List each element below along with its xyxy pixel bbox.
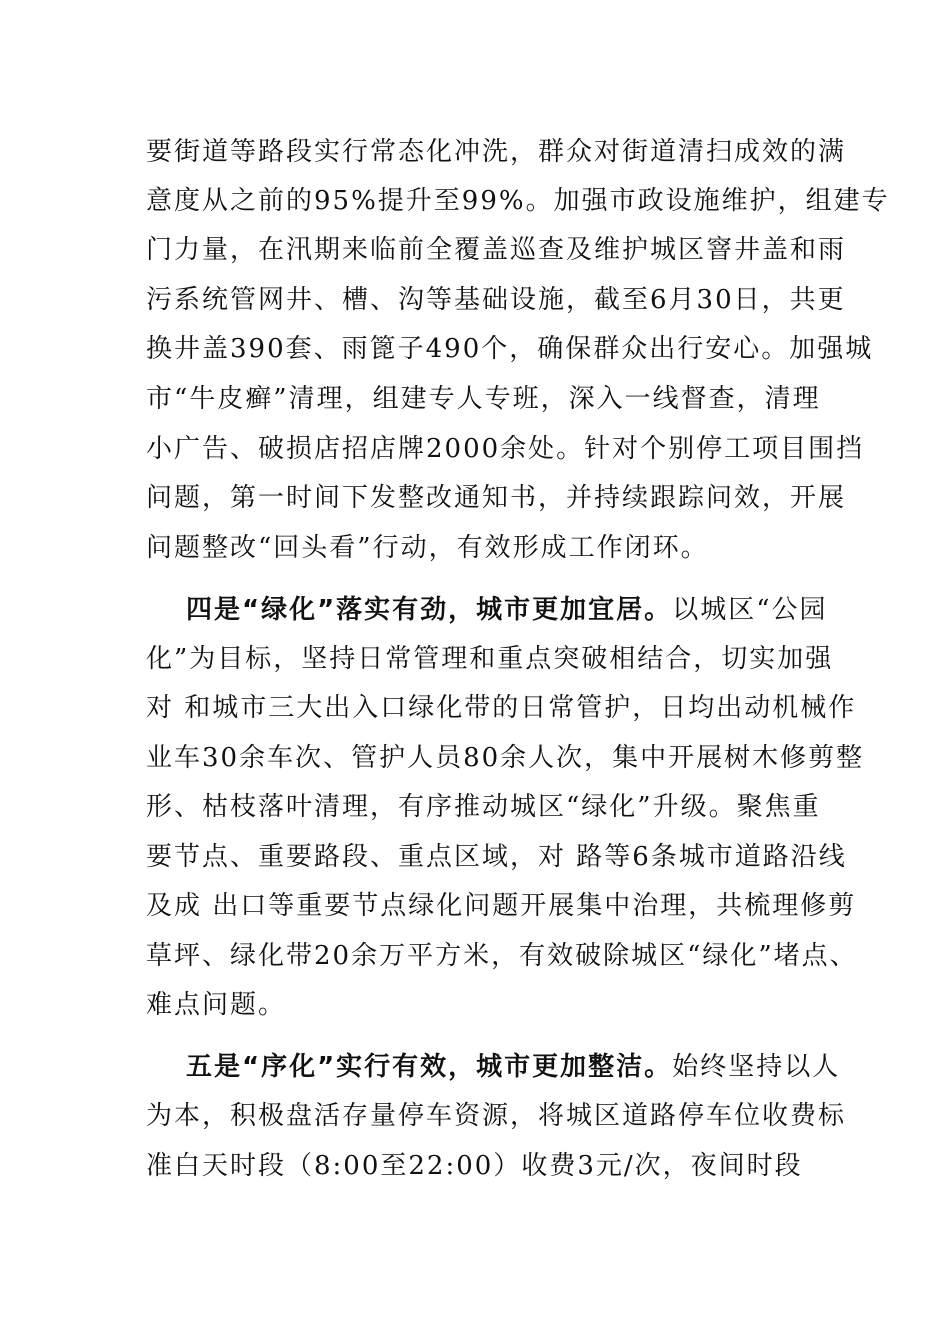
paragraph-line: 业车30余车次、管护人员80余人次，集中开展树木修剪整 bbox=[146, 743, 865, 773]
paragraph-line: 意度从之前的95%提升至99%。加强市政设施维护，组建专 bbox=[146, 186, 890, 216]
paragraph-line: 换井盖390套、雨篦子490个，确保群众出行安心。加强城 bbox=[146, 334, 874, 364]
paragraph-line: 小广告、破损店招店牌2000余处。针对个别停工项目围挡 bbox=[146, 434, 865, 464]
paragraph-line: 形、枯枝落叶清理，有序推动城区“绿化”升级。聚焦重 bbox=[146, 792, 821, 822]
paragraph-line: 对 和城市三大出入口绿化带的日常管护，日均出动机械作 bbox=[146, 693, 857, 723]
paragraph-line: 难点问题。 bbox=[146, 990, 287, 1020]
paragraph-line: 准白天时段（8:00至22:00）收费3元/次，夜间时段 bbox=[146, 1151, 803, 1181]
paragraph-text: 始终坚持以人 bbox=[672, 1052, 841, 1082]
paragraph-first-line bbox=[186, 1052, 840, 1082]
paragraph-line: 问题整改“回头看”行动，有效形成工作闭环。 bbox=[146, 533, 709, 563]
paragraph-line: 化”为目标，坚持日常管理和重点突破相结合，切实加强 bbox=[146, 644, 834, 674]
paragraph-heading: 四是“绿化”落实有劲，城市更加宜居。 bbox=[186, 595, 673, 625]
paragraph-heading: 五是“序化”实行有效，城市更加整洁。 bbox=[186, 1052, 673, 1082]
paragraph-line: 为本，积极盘活存量停车资源，将城区道路停车位收费标 bbox=[146, 1101, 847, 1131]
paragraph-first-line bbox=[186, 595, 827, 625]
paragraph-text: 以城区“公园 bbox=[672, 595, 828, 625]
paragraph-line: 门力量，在汛期来临前全覆盖巡查及维护城区窨井盖和雨 bbox=[146, 235, 847, 265]
paragraph-line: 市“牛皮癣”清理，组建专人专班，深入一线督查，清理 bbox=[146, 384, 821, 414]
paragraph-line: 及成 出口等重要节点绿化问题开展集中治理，共梳理修剪 bbox=[146, 891, 857, 921]
paragraph-line: 要节点、重要路段、重点区域，对 路等6条城市道路沿线 bbox=[146, 842, 847, 872]
paragraph-line: 问题，第一时间下发整改通知书，并持续跟踪问效，开展 bbox=[146, 483, 847, 513]
paragraph-line: 污系统管网井、槽、沟等基础设施，截至6月30日，共更 bbox=[146, 285, 846, 315]
paragraph-line: 要街道等路段实行常态化冲洗，群众对街道清扫成效的满 bbox=[146, 137, 847, 167]
paragraph-line: 草坪、绿化带20余万平方米，有效破除城区“绿化”堵点、 bbox=[146, 941, 858, 971]
